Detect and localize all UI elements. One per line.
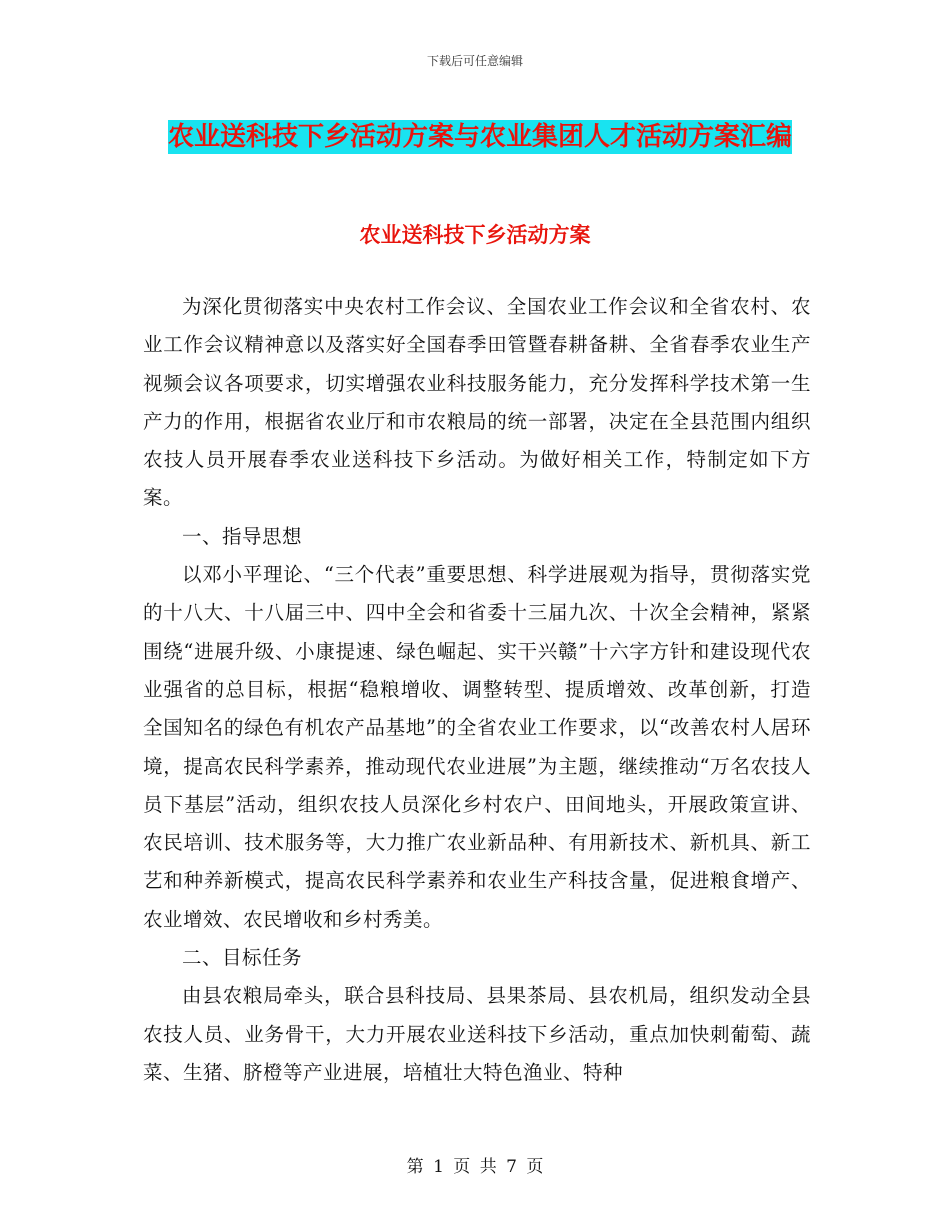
- document-body: [143, 288, 811, 1092]
- document-title: [140, 112, 820, 162]
- paragraph-intro: 为深化贯彻落实中央农村工作会议、全国农业工作会议和全省农村、农业工作会议精神意以及落实好全国春季田管暨春耕备耕、全省春季农业生产视频会议各项要求，切实增强农业科技服务能力，充分发挥科学技术第一生产力的作用，根据省农业厅和市农粮局的统一部署，决定在全县范围内组织农技人员开展春季农业送科技下乡活动。为做好相关工作，特制定如下方案。: [143, 295, 811, 510]
- page-header-note: 下载后可任意编辑: [426, 54, 523, 68]
- paragraph-goals-tasks: 由县农粮局牵头，联合县科技局、县果茶局、县农机局，组织发动全县农技人员、业务骨干，大力开展农业送科技下乡活动，重点加快刺葡萄、蔬菜、生猪、脐橙等产业进展，培植壮大特色渔业、特种: [143, 984, 811, 1084]
- section-title: 农业送科技下乡活动方案: [359, 223, 591, 247]
- heading-goals-tasks: 二、目标任务: [182, 946, 303, 970]
- title-highlight: 农业送科技下乡活动方案与农业集团人才活动方案汇编: [167, 122, 792, 152]
- page-number-footer: 第 1 页 共 7 页: [406, 1157, 544, 1177]
- heading-guiding-ideology: 一、指导思想: [182, 524, 303, 548]
- paragraph-guiding-ideology: 以邓小平理论、“三个代表”重要思想、科学进展观为指导，贯彻落实党的十八大、十八届三中、四中全会和省委十三届九次、十次全会精神，紧紧围绕“进展升级、小康提速、绿色崛起、实干兴赣”十六字方针和建设现代农业强省的总目标，根据“稳粮增收、调整转型、提质增效、改革创新，打造全国知名的绿色有机农产品基地”的全省农业工作要求，以“改善农村人居环境，提高农民科学素养，推动现代农业进展”为主题，继续推动“万名农技人员下基层”活动，组织农技人员深化乡村农户、田间地头，开展政策宣讲、农民培训、技术服务等，大力推广农业新品种、有用新技术、新机具、新工艺和种养新模式，提高农民科学素养和农业生产科技含量，促进粮食增产、农业增效、农民增收和乡村秀美。: [143, 563, 811, 931]
